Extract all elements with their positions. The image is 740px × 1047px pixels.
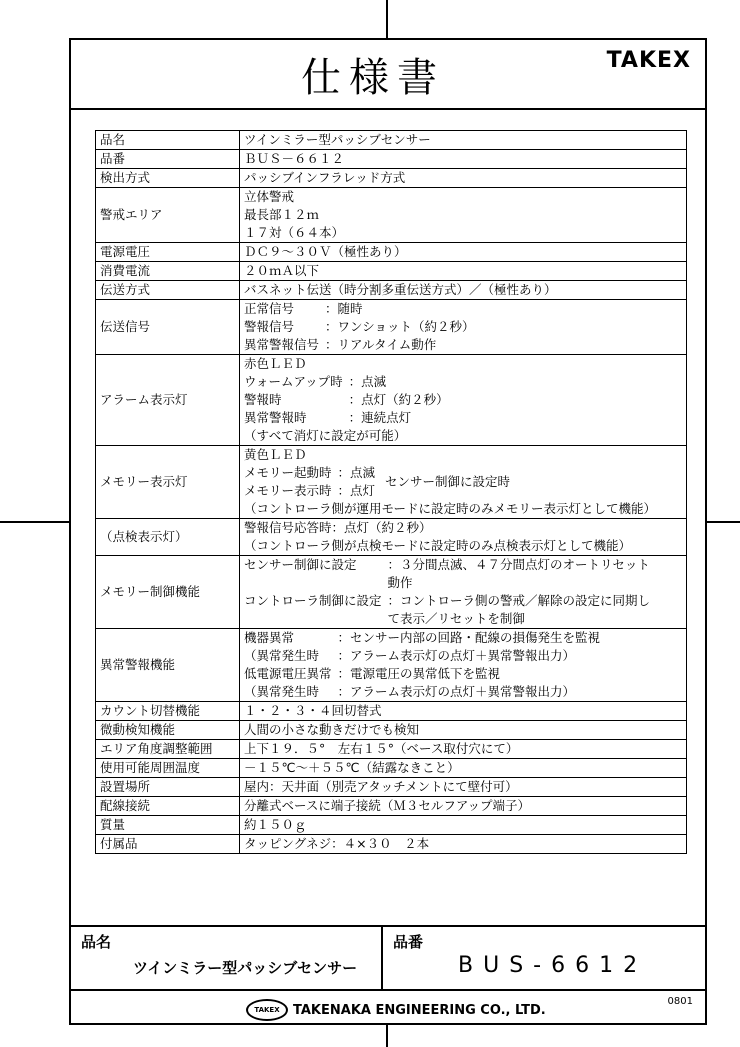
spec-value <box>240 355 687 446</box>
spec-label: 使用可能周囲温度 <box>96 759 240 778</box>
spec-pair-value: ：点滅 <box>337 465 376 480</box>
spec-label: 品名 <box>96 131 240 150</box>
spec-label: （点検表示灯） <box>96 519 240 556</box>
spec-label: アラーム表示灯 <box>96 355 240 446</box>
spec-pair-key: 正常信号 <box>244 301 295 316</box>
spec-value-line: 黄色ＬＥＤ <box>244 447 307 462</box>
spec-label: 伝送方式 <box>96 281 240 300</box>
spec-pair-key: 機器異常 <box>244 630 295 645</box>
spec-label: 品番 <box>96 150 240 169</box>
spec-value-line: パッシブインフラレッド方式 <box>244 170 406 185</box>
spec-value-line: 屋内：天井面（別売アタッチメントにて壁付可） <box>244 779 518 794</box>
spec-value-line: １７対（６４本） <box>244 225 345 240</box>
spec-row <box>96 816 687 835</box>
spec-value-line: １・２・３・４回切替式 <box>244 703 382 718</box>
spec-value-line: 分離式ベースに端子接続（Ｍ３セルフアップ端子） <box>244 798 531 813</box>
crop-mark-right <box>707 521 740 523</box>
spec-value-line: ツインミラー型パッシブセンサー <box>244 132 431 147</box>
spec-value <box>240 740 687 759</box>
spec-label: 電源電圧 <box>96 243 240 262</box>
footer-code-cell <box>383 927 705 991</box>
spec-pair-key: 警報時 <box>244 392 282 407</box>
spec-pair-key: 異常警報信号 <box>244 337 320 352</box>
spec-value-line: 最長部１２ｍ <box>244 207 320 222</box>
document-code: 0801 <box>667 996 693 1007</box>
spec-sheet <box>69 38 707 1025</box>
spec-pair-key: コントローラ制御に設定 <box>244 593 382 608</box>
spec-pair-value: ：リアルタイム動作 <box>325 337 437 352</box>
spec-pair-key: 異常警報時 <box>244 410 307 425</box>
spec-pair-key: 警報信号 <box>244 319 295 334</box>
crop-mark-top <box>386 0 388 38</box>
spec-row <box>96 243 687 262</box>
footer-code-label: 品番 <box>393 933 424 951</box>
spec-label: 異常警報機能 <box>96 629 240 702</box>
spec-value-line: ＢＵＳ－６６１２ <box>244 151 345 166</box>
spec-value <box>240 243 687 262</box>
spec-value-line: 立体警戒 <box>244 189 295 204</box>
spec-value-line: （コントローラ側が運用モードに設定時のみメモリー表示灯として機能） <box>244 501 657 516</box>
spec-value-line: －１５℃～＋５５℃（結露なきこと） <box>244 760 460 775</box>
spec-label: 微動検知機能 <box>96 721 240 740</box>
spec-row <box>96 446 687 519</box>
spec-pair-key: メモリー起動時 <box>244 465 332 480</box>
spec-value-line: （コントローラ側が点検モードに設定時のみ点検表示灯として機能） <box>244 538 632 553</box>
footer-block <box>71 925 705 1025</box>
spec-value <box>240 188 687 243</box>
spec-row <box>96 629 687 702</box>
spec-value <box>240 778 687 797</box>
spec-table <box>95 130 687 854</box>
spec-pair-key: （異常発生時 <box>244 648 320 663</box>
spec-row <box>96 355 687 446</box>
spec-value <box>240 556 687 629</box>
spec-label: 伝送信号 <box>96 300 240 355</box>
spec-pair-key: （異常発生時 <box>244 684 320 699</box>
spec-row <box>96 797 687 816</box>
spec-pair-key <box>244 610 388 628</box>
spec-value-line: 約１５０ｇ <box>244 817 307 832</box>
crop-mark-left <box>0 521 69 523</box>
spec-label: 検出方式 <box>96 169 240 188</box>
spec-value <box>240 835 687 854</box>
spec-label: 消費電流 <box>96 262 240 281</box>
spec-pair-value: ：点灯 <box>337 483 376 498</box>
spec-value <box>240 281 687 300</box>
spec-value-line: 上下１９．５° 左右１５°（ベース取付穴にて） <box>244 741 519 756</box>
spec-label: メモリー制御機能 <box>96 556 240 629</box>
footer-name-value: ツインミラー型パッシブセンサー <box>133 959 358 977</box>
spec-value <box>240 519 687 556</box>
spec-value <box>240 300 687 355</box>
spec-label: 付属品 <box>96 835 240 854</box>
spec-pair-value: ：コントローラ側の警戒／解除の設定に同期し <box>387 593 651 608</box>
spec-pair-value: て表示／リセットを制御 <box>387 611 525 626</box>
footer-name-cell <box>71 927 383 991</box>
spec-pair-key <box>244 574 388 592</box>
spec-pair-value: ：随時 <box>325 301 363 316</box>
spec-pair-value: ：３分間点滅、４７分間点灯のオートリセット <box>387 557 650 572</box>
spec-pair-value: ：ワンショット（約２秒） <box>325 319 475 334</box>
spec-value <box>240 150 687 169</box>
page-title: 仕様書 <box>301 55 445 101</box>
spec-pair-key: メモリー表示時 <box>244 483 332 498</box>
footer-code-value: BUS-6612 <box>458 953 648 978</box>
spec-row <box>96 759 687 778</box>
company-name: TAKENAKA ENGINEERING CO., LTD. <box>293 1002 546 1018</box>
spec-value <box>240 169 687 188</box>
spec-pair-grid <box>244 629 600 701</box>
brand-logo: TAKEX <box>606 48 691 73</box>
spec-value <box>240 797 687 816</box>
spec-pair-value: ：アラーム表示灯の点灯＋異常警報出力） <box>337 684 576 699</box>
spec-value-line: タッピングネジ：４×３０ ２本 <box>244 836 430 851</box>
spec-pair-value: ：センサー内部の回路・配線の損傷発生を監視 <box>337 630 601 645</box>
spec-row <box>96 188 687 243</box>
title-row <box>71 40 705 110</box>
spec-value-line: ２０ｍＡ以下 <box>244 263 320 278</box>
spec-value <box>240 446 687 519</box>
spec-pair-grid <box>244 556 650 628</box>
spec-label: 設置場所 <box>96 778 240 797</box>
spec-row <box>96 150 687 169</box>
spec-row <box>96 835 687 854</box>
spec-pair-grid <box>244 300 474 354</box>
spec-value-line: 赤色ＬＥＤ <box>244 356 307 371</box>
spec-value <box>240 721 687 740</box>
spec-row <box>96 721 687 740</box>
spec-pair-value: ：点滅 <box>348 374 387 389</box>
spec-value-line: （すべて消灯に設定が可能） <box>244 428 407 443</box>
spec-value <box>240 629 687 702</box>
spec-pair-key: センサー制御に設定 <box>244 557 357 572</box>
spec-value <box>240 702 687 721</box>
spec-row <box>96 702 687 721</box>
spec-pair-value: 動作 <box>387 575 413 590</box>
crop-mark-bottom <box>386 1025 388 1047</box>
spec-label: エリア角度調整範囲 <box>96 740 240 759</box>
spec-label: メモリー表示灯 <box>96 446 240 519</box>
spec-label: 質量 <box>96 816 240 835</box>
spec-row <box>96 519 687 556</box>
spec-value <box>240 131 687 150</box>
spec-row <box>96 778 687 797</box>
spec-value-line: バスネット伝送（時分割多重伝送方式）／（極性あり） <box>244 282 557 297</box>
spec-row <box>96 556 687 629</box>
spec-row <box>96 740 687 759</box>
spec-pair-value: ：連続点灯 <box>348 410 412 425</box>
spec-value-line: 人間の小さな動きだけでも検知 <box>244 722 420 737</box>
spec-label: 配線接続 <box>96 797 240 816</box>
spec-label: 警戒エリア <box>96 188 240 243</box>
spec-row <box>96 169 687 188</box>
spec-pair-value: ：点灯（約２秒） <box>348 392 449 407</box>
spec-value <box>240 262 687 281</box>
spec-value-line: ＤＣ９～３０Ｖ（極性あり） <box>244 244 407 259</box>
spec-value-line: 警報信号応答時：点灯（約２秒） <box>244 520 432 535</box>
spec-pair-key: 低電源電圧異常 <box>244 666 332 681</box>
spec-value <box>240 816 687 835</box>
spec-row <box>96 300 687 355</box>
company-line <box>246 999 546 1021</box>
spec-label: カウント切替機能 <box>96 702 240 721</box>
spec-pair-value: ：アラーム表示灯の点灯＋異常警報出力） <box>337 648 576 663</box>
spec-row <box>96 281 687 300</box>
spec-pair-grid <box>244 373 449 427</box>
spec-pair-value: ：電源電圧の異常低下を監視 <box>337 666 501 681</box>
spec-row <box>96 131 687 150</box>
spec-pair-key: ウォームアップ時 <box>244 374 343 389</box>
spec-value <box>240 759 687 778</box>
spec-row <box>96 262 687 281</box>
spec-pair-grid <box>244 464 375 500</box>
footer-name-label: 品名 <box>81 933 112 951</box>
takex-oval-logo: TAKEX <box>246 999 288 1021</box>
spec-side-note: センサー制御に設定時 <box>385 474 511 489</box>
